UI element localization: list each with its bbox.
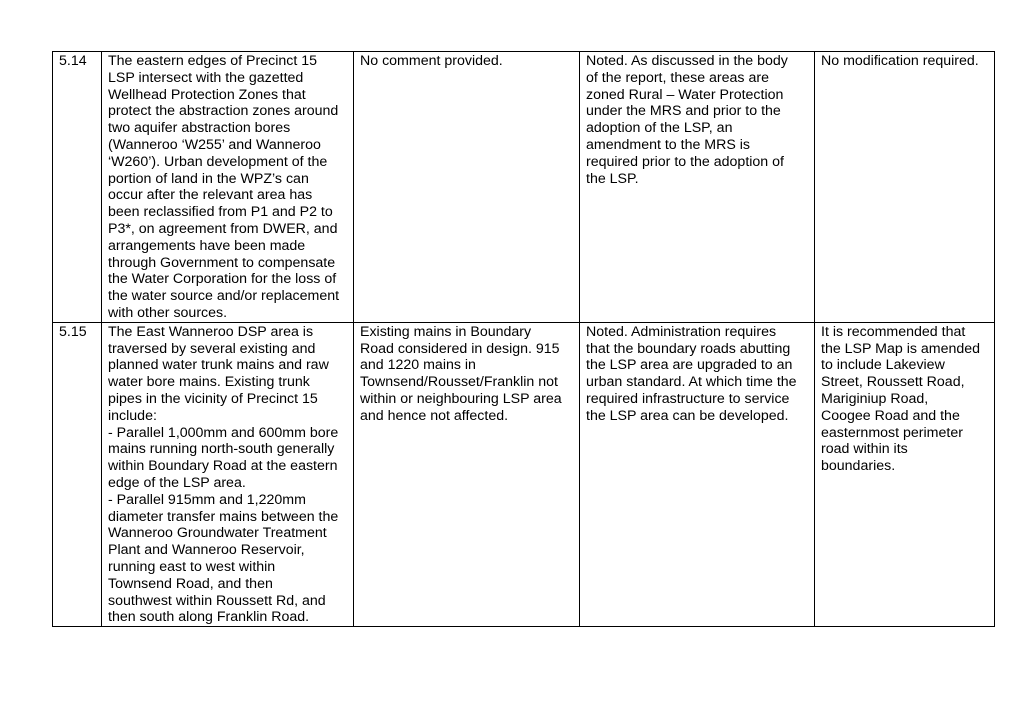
submission-cell: The eastern edges of Precinct 15 LSP intersect with the gazetted Wellhead Protection Zones that protect the abstraction zones around two aquifer abstraction bores (Wanneroo ‘W255’ and Wanneroo ‘W260’). Urban development of the portion of land in the WPZ’s can occur after the relevant area has been reclassified from P1 and P2 to P3*, on agreement from DWER, and arrangements have been made through Government to compensate the Water Corporation for the loss of the water source and/or replacement with other sources. [102,52,354,323]
administration-comment-cell: Noted. Administration requires that the boundary roads abutting the LSP area are upgraded to an urban standard. At which time the required infrastructure to service the LSP area can be developed. [580,322,815,626]
administration-comment-cell: Noted. As discussed in the body of the report, these areas are zoned Rural – Water Protection under the MRS and prior to the adoption of the LSP, an amendment to the MRS is required prior to the adoption of the LSP. [580,52,815,323]
submission-cell: The East Wanneroo DSP area is traversed by several existing and planned water trunk mains and raw water bore mains. Existing trunk pipes in the vicinity of Precinct 15 include: - Parallel 1,000mm and 600mm bore mains running north-south generally within Boundary Road at the eastern edge of the LSP area. - Parallel 915mm and 1,220mm diameter transfer mains between the Wanneroo Groundwater Treatment Plant and Wanneroo Reservoir, running east to west within Townsend Road, and then southwest within Roussett Rd, and then south along Franklin Road. [102,322,354,626]
table-row [53,322,995,626]
submissions-table [52,51,995,627]
table-row [53,52,995,323]
applicant-response-cell: No comment provided. [354,52,580,323]
recommendation-cell: It is recommended that the LSP Map is amended to include Lakeview Street, Roussett Road, Mariginiup Road, Coogee Road and the easternmost perimeter road within its boundaries. [815,322,995,626]
item-number-cell: 5.14 [53,52,102,323]
item-number-cell: 5.15 [53,322,102,626]
applicant-response-cell: Existing mains in Boundary Road considered in design. 915 and 1220 mains in Townsend/Rousset/Franklin not within or neighbouring LSP area and hence not affected. [354,322,580,626]
recommendation-cell: No modification required. [815,52,995,323]
